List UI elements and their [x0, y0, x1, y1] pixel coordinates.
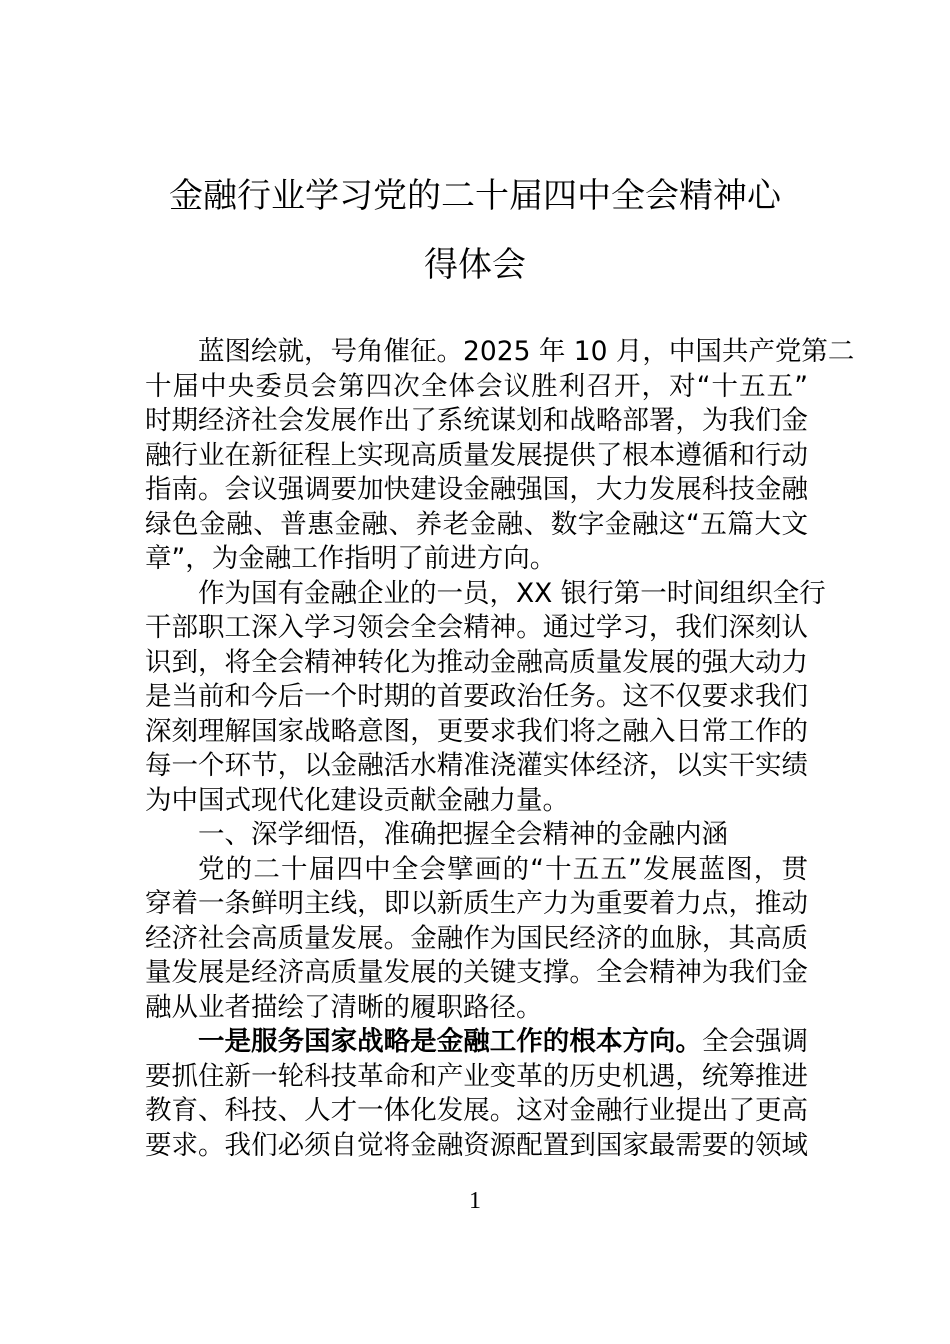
text-line: 量发展是经济高质量发展的关键支撑。全会精神为我们金 [145, 957, 808, 988]
text-line: 章”，为金融工作指明了前进方向。 [145, 543, 557, 574]
text-line [145, 1025, 808, 1060]
text-line: 蓝图绘就，号角催征。2025 年 10 月，中国共产党第二 [198, 336, 855, 367]
text-line: 融行业在新征程上实现高质量发展提供了根本遵循和行动 [145, 439, 808, 471]
paragraph-blueprint [145, 853, 808, 1026]
text-span: 全会强调 [701, 1026, 809, 1057]
text-line: 时期经济社会发展作出了系统谋划和战略部署，为我们金 [145, 405, 808, 436]
title-line: 得体会 [424, 245, 526, 285]
document-body [145, 335, 855, 1163]
text-line: 指南。会议强调要加快建设金融强国，大力发展科技金融 [145, 474, 808, 505]
page-number: 1 [469, 1188, 481, 1214]
text-line: 绿色金融、普惠金融、养老金融、数字金融这“五篇大文 [145, 508, 808, 540]
text-line: 融从业者描绘了清晰的履职路径。 [145, 991, 543, 1023]
text-line: 穿着一条鲜明主线，即以新质生产力为重要着力点，推动 [145, 888, 808, 919]
text-line: 识到，将全会精神转化为推动金融高质量发展的强大动力 [145, 646, 808, 678]
paragraph-bank [145, 577, 826, 819]
text-line: 作为国有金融企业的一员，XX 银行第一时间组织全行 [198, 577, 826, 609]
text-line: 干部职工深入学习领会全会精神。通过学习，我们深刻认 [145, 612, 808, 643]
text-line: 十届中央委员会第四次全体会议胜利召开，对“十五五” [145, 370, 808, 402]
title-line: 金融行业学习党的二十届四中全会精神心 [169, 176, 781, 216]
heading-line: 一、深学细悟，准确把握全会精神的金融内涵 [198, 819, 728, 850]
text-line: 是当前和今后一个时期的首要政治任务。这不仅要求我们 [145, 681, 808, 712]
text-line: 为中国式现代化建设贡献金融力量。 [145, 784, 569, 816]
bold-lead: 一是服务国家战略是金融工作的根本方向。 [198, 1026, 702, 1057]
paragraph-intro [145, 335, 855, 577]
document-title [100, 162, 850, 300]
text-line: 要求。我们必须自觉将金融资源配置到国家最需要的领域 [145, 1129, 808, 1161]
text-line: 经济社会高质量发展。金融作为国民经济的血脉，其高质 [145, 922, 808, 954]
section-heading [145, 818, 808, 853]
text-line: 深刻理解国家战略意图，更要求我们将之融入日常工作的 [145, 715, 808, 747]
paragraph-strategy [145, 1025, 808, 1163]
text-line: 每一个环节，以金融活水精准浇灌实体经济，以实干实绩 [145, 750, 808, 781]
text-line: 教育、科技、人才一体化发展。这对金融行业提出了更高 [145, 1095, 808, 1126]
text-line: 党的二十届四中全会擘画的“十五五”发展蓝图，贯 [198, 853, 808, 885]
text-line: 要抓住新一轮科技革命和产业变革的历史机遇，统筹推进 [145, 1060, 808, 1092]
